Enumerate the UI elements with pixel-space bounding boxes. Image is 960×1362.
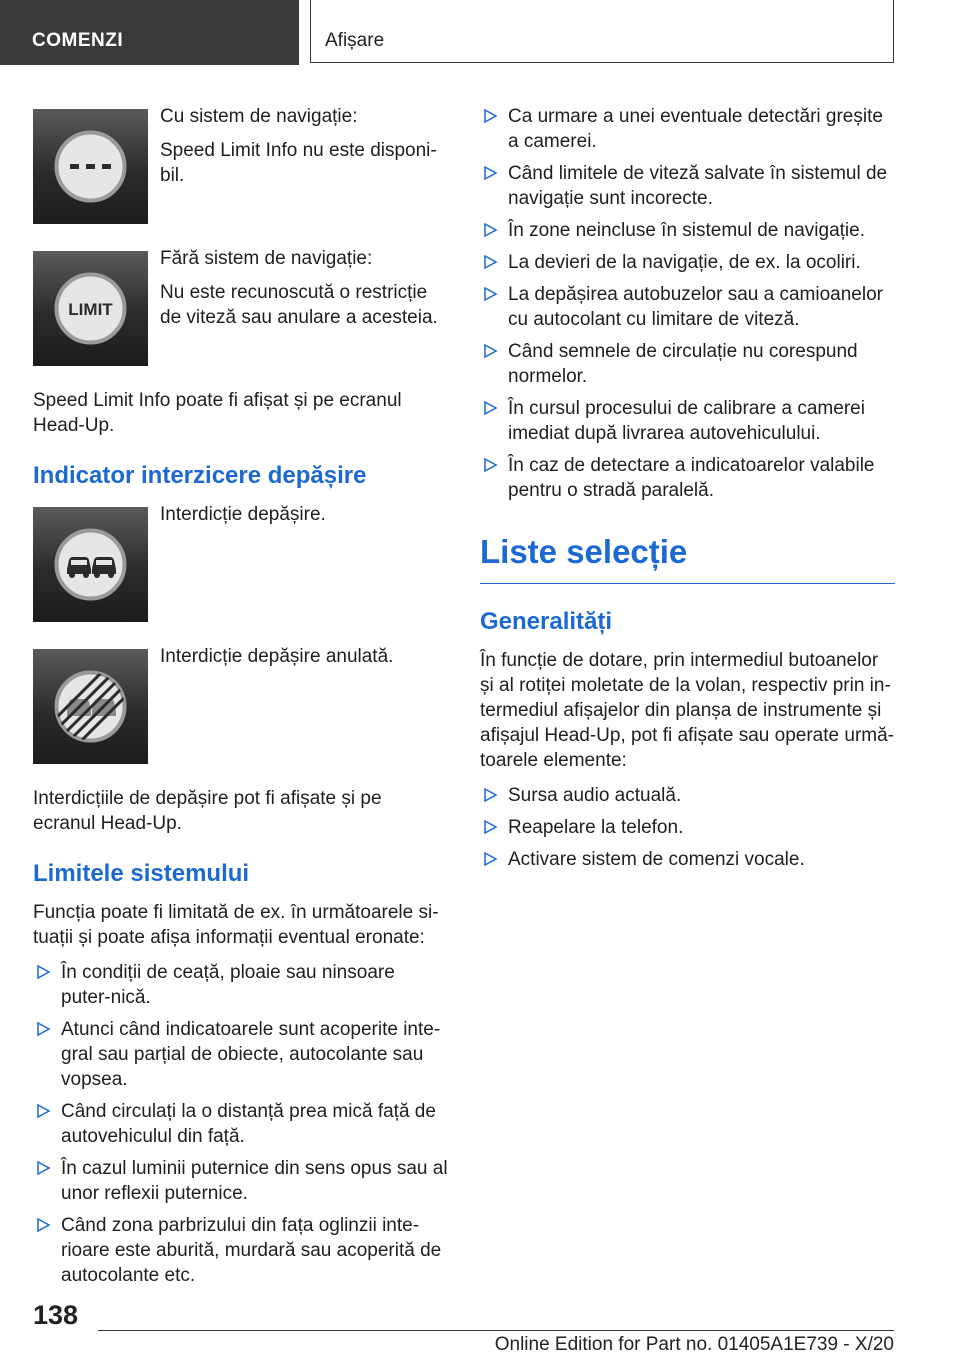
- limit-label: LIMIT: [68, 300, 113, 319]
- list-item: [480, 396, 895, 446]
- overtaking-heading: Indicator interzicere depășire: [33, 462, 367, 489]
- left-column: [33, 104, 448, 1295]
- sign-row: [33, 502, 448, 622]
- bullet-triangle-icon: [482, 850, 498, 868]
- sign-caption: Nu este recunoscută o restricție de viteză sau anulare a acesteia.: [160, 282, 438, 328]
- list-item-text: Atunci când indicatoarele sunt acoperite inte‐gral sau parțial de obiecte, autocolante sau vopsea.: [61, 1019, 441, 1090]
- list-item: [33, 1156, 448, 1206]
- list-item: [480, 161, 895, 211]
- bullet-triangle-icon: [482, 399, 498, 417]
- speed-limit-unavailable-icon: [33, 109, 148, 224]
- list-item-text: În cursul procesului de calibrare a camerei imediat după livrarea autovehiculului.: [508, 398, 865, 444]
- limits-heading: Limitele sistemului: [33, 860, 250, 887]
- bullet-triangle-icon: [482, 221, 498, 239]
- list-item: [480, 104, 895, 154]
- list-item: [33, 1099, 448, 1149]
- list-item: [480, 339, 895, 389]
- list-item: [480, 282, 895, 332]
- section-title: COMENZI: [32, 30, 124, 51]
- sign-row: [33, 246, 448, 366]
- overtaking-note: Interdicțiile de depășire pot fi afișate și pe ecranul Head-Up.: [33, 788, 382, 834]
- sign-caption: Fără sistem de navigație:: [160, 248, 373, 269]
- no-overtaking-end-icon: [33, 649, 148, 764]
- list-item-text: În caz de detectare a indicatoarelor valabile pentru o stradă paralelă.: [508, 455, 875, 501]
- no-overtaking-icon: [33, 507, 148, 622]
- bullet-triangle-icon: [482, 786, 498, 804]
- speed-note: Speed Limit Info poate fi afișat și pe ecranul Head-Up.: [33, 390, 402, 436]
- list-item-text: Ca urmare a unei eventuale detectări greșite a camerei.: [508, 106, 883, 152]
- list-item-text: Activare sistem de comenzi vocale.: [508, 849, 805, 870]
- list-item-text: Când limitele de viteză salvate în sistemul de navigație sunt incorecte.: [508, 163, 888, 209]
- bullet-triangle-icon: [35, 1159, 51, 1177]
- sign-caption: Speed Limit Info nu este disponi‐bil.: [160, 140, 437, 186]
- section-tab: [0, 0, 299, 65]
- bullet-triangle-icon: [482, 107, 498, 125]
- bullet-triangle-icon: [35, 1216, 51, 1234]
- page-number: 138: [33, 1300, 79, 1330]
- list-item: [480, 783, 895, 808]
- bullet-triangle-icon: [482, 164, 498, 182]
- sign-caption: Interdicție depășire.: [160, 504, 326, 525]
- list-item: [480, 847, 895, 872]
- subsection-tab: [310, 0, 894, 63]
- limits-list-continued: [480, 104, 895, 503]
- bullet-triangle-icon: [35, 1102, 51, 1120]
- section-heading: Liste selecție: [480, 533, 895, 584]
- limits-intro: Funcția poate fi limitată de ex. în următoarele si‐tuații și poate afișa informații eventual eronate:: [33, 902, 439, 948]
- footer-divider: [98, 1330, 894, 1331]
- list-item-text: La depășirea autobuzelor sau a camioanelor cu autocolant cu limitare de viteză.: [508, 284, 883, 330]
- sign-caption: Interdicție depășire anulată.: [160, 646, 394, 667]
- bullet-triangle-icon: [482, 253, 498, 271]
- bullet-triangle-icon: [35, 963, 51, 981]
- list-item: [480, 250, 895, 275]
- bullet-triangle-icon: [35, 1020, 51, 1038]
- list-item-text: În cazul luminii puternice din sens opus sau al unor reflexii puternice.: [61, 1158, 448, 1204]
- subsection-title: Afișare: [325, 30, 385, 51]
- speed-limit-not-recognized-icon: [33, 251, 148, 366]
- sign-row: [33, 644, 448, 764]
- list-item-text: Sursa audio actuală.: [508, 785, 682, 806]
- limits-list: [33, 960, 448, 1288]
- list-item-text: Când zona parbrizului din fața oglinzii inte‐rioare este aburită, murdară sau acoperită de autocolante etc.: [61, 1215, 442, 1286]
- right-column: [480, 104, 895, 879]
- list-item-text: La devieri de la navigație, de ex. la ocoliri.: [508, 252, 861, 273]
- list-item: [480, 218, 895, 243]
- list-item-text: Când semnele de circulație nu corespund normelor.: [508, 341, 858, 387]
- list-item: [33, 1017, 448, 1092]
- elements-list: [480, 783, 895, 872]
- bullet-triangle-icon: [482, 285, 498, 303]
- bullet-triangle-icon: [482, 456, 498, 474]
- list-item-text: În zone neincluse în sistemul de navigație.: [508, 220, 865, 241]
- list-item: [480, 815, 895, 840]
- bullet-triangle-icon: [482, 818, 498, 836]
- list-item-text: În condiții de ceață, ploaie sau ninsoare puter‐nică.: [61, 962, 395, 1008]
- sign-caption: Cu sistem de navigație:: [160, 106, 358, 127]
- list-item: [33, 960, 448, 1010]
- list-item-text: Reapelare la telefon.: [508, 817, 684, 838]
- list-item: [480, 453, 895, 503]
- list-item-text: Când circulați la o distanță prea mică față de autovehiculul din față.: [61, 1101, 436, 1147]
- intro-paragraph: În funcție de dotare, prin intermediul butoanelor și al rotiței moletate de la volan, respectiv prin in‐termediul afișajelor din planșa de instrumente și afișajul Head-Up, pot fi afișate sau operate urmă‐toarele elemente:: [480, 650, 894, 771]
- list-item: [33, 1213, 448, 1288]
- sub-heading: Generalități: [480, 608, 613, 635]
- bullet-triangle-icon: [482, 342, 498, 360]
- edition-text: Online Edition for Part no. 01405A1E739 - X/20: [494, 1334, 894, 1355]
- sign-row: [33, 104, 448, 224]
